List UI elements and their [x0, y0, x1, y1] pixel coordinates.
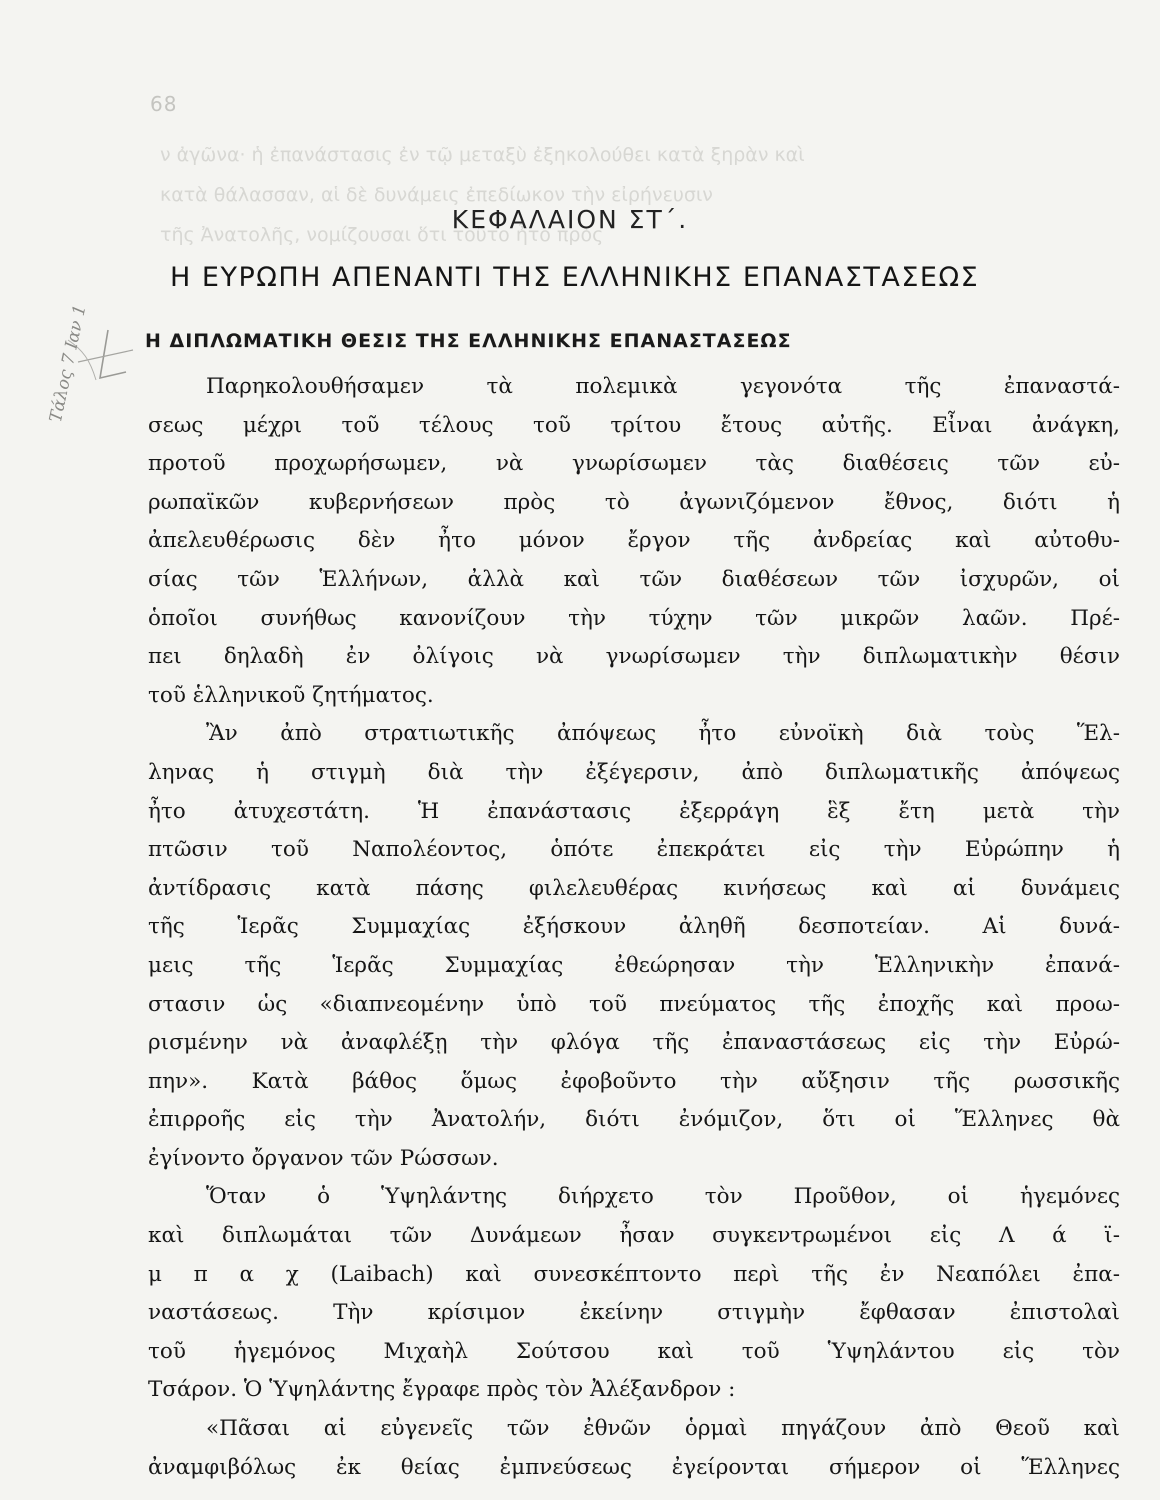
text-line: ρισμένην νὰ ἀναφλέξῃ τὴν φλόγα τῆς ἐπαναστάσεως εἰς τὴν Εὐρώ-: [148, 1030, 1120, 1056]
text-line: ἐγίνοντο ὄργανον τῶν Ρώσσων.: [148, 1145, 499, 1171]
margin-note-text: Τάλος 7 Ιαν 1: [46, 302, 91, 425]
text-line: ἐπιρροῆς εἰς τὴν Ἀνατολήν, διότι ἐνόμιζον, ὅτι οἱ Ἕλληνες θὰ: [148, 1107, 1120, 1133]
text-line: τοῦ ἑλληνικοῦ ζητήματος.: [148, 682, 434, 708]
text-line: μεις τῆς Ἱερᾶς Συμμαχίας ἐθεώρησαν τὴν Ἑλληνικὴν ἐπανά-: [148, 952, 1120, 978]
text-line: «Πᾶσαι αἱ εὐγενεῖς τῶν ἐθνῶν ὁρμαὶ πηγάζουν ἀπὸ Θεοῦ καὶ: [206, 1416, 1120, 1442]
text-line: ἀναμφιβόλως ἐκ θείας ἐμπνεύσεως ἐγείρονται σήμερον οἱ Ἕλληνες: [148, 1454, 1120, 1480]
text-line: καὶ διπλωμάται τῶν Δυνάμεων ἦσαν συγκεντρωμένοι εἰς Λ ά ϊ-: [148, 1223, 1120, 1249]
text-line: Παρηκολουθήσαμεν τὰ πολεμικὰ γεγονότα τῆς ἐπαναστά-: [206, 374, 1120, 399]
chapter-number: ΚΕΦΑΛΑΙΟΝ ΣΤ΄.: [451, 205, 689, 234]
text-line: ἦτο ἀτυχεστάτη. Ἡ ἐπανάστασις ἐξερράγη ἓξ ἔτη μετὰ τὴν: [148, 798, 1120, 824]
text-line: ναστάσεως. Τὴν κρίσιμον ἐκείνην στιγμὴν ἔφθασαν ἐπιστολαὶ: [148, 1300, 1120, 1326]
body-text: [148, 368, 1120, 1487]
section-heading: Η ΔΙΠΛΩΜΑΤΙΚΗ ΘΕΣΙΣ ΤΗΣ ΕΛΛΗΝΙΚΗΣ ΕΠΑΝΑΣΤΑΣΕΩΣ: [145, 330, 792, 352]
text-line: μ π α χ (Laibach) καὶ συνεσκέπτοντο περὶ τῆς ἐν Νεαπόλει ἐπα-: [148, 1261, 1120, 1287]
text-line: πην». Κατὰ βάθος ὅμως ἐφοβοῦντο τὴν αὔξησιν τῆς ρωσσικῆς: [148, 1068, 1120, 1094]
text-line: ἀπελευθέρωσις δὲν ἦτο μόνον ἔργον τῆς ἀνδρείας καὶ αὐτοθυ-: [148, 528, 1120, 554]
text-line: σίας τῶν Ἑλλήνων, ἀλλὰ καὶ τῶν διαθέσεων τῶν ἰσχυρῶν, οἱ: [148, 566, 1120, 592]
text-line: Ὅταν ὁ Ὑψηλάντης διήρχετο τὸν Προῦθον, οἱ ἡγεμόνες: [206, 1184, 1120, 1210]
text-line: ληνας ἡ στιγμὴ διὰ τὴν ἐξέγερσιν, ἀπὸ διπλωματικῆς ἀπόψεως: [148, 759, 1120, 785]
bleed-through-text: ν ἀγῶνα· ἡ ἐπανάστασις ἐν τῷ μεταξὺ ἐξηκολούθει κατὰ ξηρὰν καὶ κατὰ θάλασσαν, αἱ δὲ δυνάμεις ἐπεδίωκον τὴν εἰρήνευσιν τῆς Ἀνατολῆς, νομίζουσαι ὅτι τοῦτο ἦτο πρὸς: [160, 144, 805, 246]
page-number: 68: [150, 92, 178, 116]
text-line: τοῦ ἡγεμόνος Μιχαὴλ Σούτσου καὶ τοῦ Ὑψηλάντου εἰς τὸν: [148, 1338, 1120, 1364]
chapter-label: [0, 205, 940, 234]
text-line: Τσάρον. Ὁ Ὑψηλάντης ἔγραφε πρὸς τὸν Ἀλέξανδρον :: [148, 1377, 736, 1403]
text-line: ρωπαϊκῶν κυβερνήσεων πρὸς τὸ ἀγωνιζόμενον ἔθνος, διότι ἡ: [148, 489, 1120, 515]
handwritten-margin-note: [38, 302, 148, 520]
text-line: τῆς Ἱερᾶς Συμμαχίας ἐξήσκουν ἀληθῆ δεσποτείαν. Αἱ δυνά-: [148, 914, 1120, 940]
text-line: Ἂν ἀπὸ στρατιωτικῆς ἀπόψεως ἦτο εὐνοϊκὴ διὰ τοὺς Ἕλ-: [206, 721, 1120, 747]
text-line: πτῶσιν τοῦ Ναπολέοντος, ὁπότε ἐπεκράτει εἰς τὴν Εὐρώπην ἡ: [148, 837, 1120, 863]
text-line: πει δηλαδὴ ἐν ὀλίγοις νὰ γνωρίσωμεν τὴν διπλωματικὴν θέσιν: [148, 644, 1120, 670]
text-line: ὁποῖοι συνήθως κανονίζουν τὴν τύχην τῶν μικρῶν λαῶν. Πρέ-: [148, 605, 1120, 631]
text-line: στασιν ὡς «διαπνεομένην ὑπὸ τοῦ πνεύματος τῆς ἐποχῆς καὶ προω-: [148, 991, 1120, 1017]
text-line: προτοῦ προχωρήσωμεν, νὰ γνωρίσωμεν τὰς διαθέσεις τῶν εὐ-: [148, 451, 1120, 477]
text-line: σεως μέχρι τοῦ τέλους τοῦ τρίτου ἔτους αὐτῆς. Εἶναι ἀνάγκη,: [148, 412, 1120, 438]
chapter-title: Η ΕΥΡΩΠΗ ΑΠΕΝΑΝΤΙ ΤΗΣ ΕΛΛΗΝΙΚΗΣ ΕΠΑΝΑΣΤΑΣΕΩΣ: [170, 262, 980, 293]
text-line: ἀντίδρασις κατὰ πάσης φιλελευθέρας κινήσεως καὶ αἱ δυνάμεις: [148, 875, 1120, 901]
